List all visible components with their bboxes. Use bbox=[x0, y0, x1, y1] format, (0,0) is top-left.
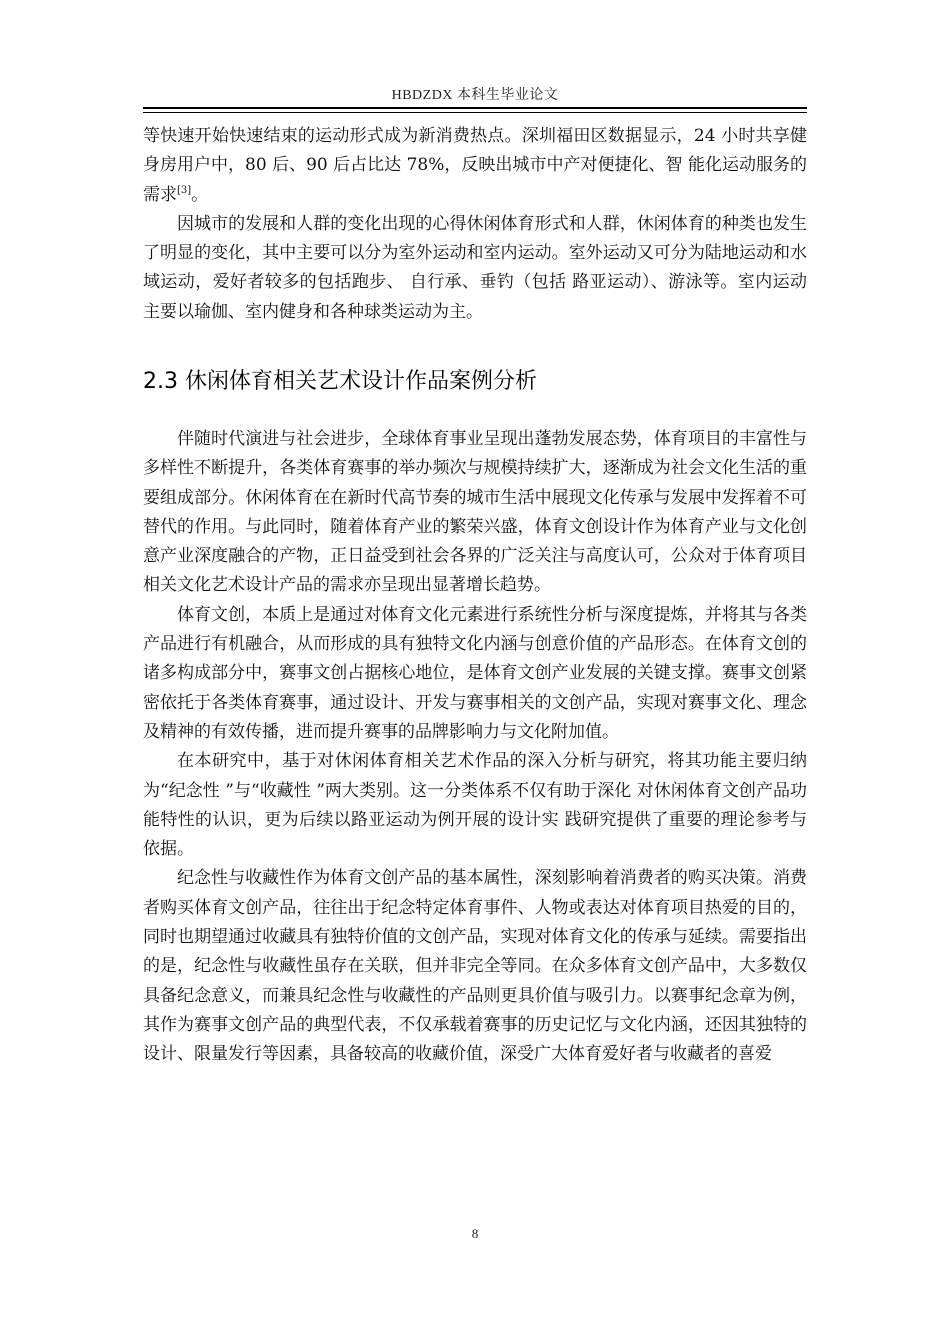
page-number: 8 bbox=[471, 1226, 479, 1241]
paragraph: 在本研究中，基于对休闲体育相关艺术作品的深入分析与研究，将其功能主要归纳为“纪念性 ”与“收藏性 ”两大类别。这一分类体系不仅有助于深化 对休闲体育文创产品功能特性的认识，更为后续以路亚运动为例开展的设计实 践研究提供了重要的理论参考与依据。 bbox=[143, 751, 807, 860]
paragraph: 因城市的发展和人群的变化出现的心得休闲体育形式和人群，休闲体育的种类也发生了明显的变化，其中主要可以分为室外运动和室内运动。室外运动又可分为陆地运动和水域运动，爱好者较多的包括跑步、 自行承、垂钓（包括 路亚运动）、游泳等。室内运动主要以瑜伽、室内健身和各种球类运动为主。 bbox=[143, 213, 807, 322]
paragraph: 伴随时代演进与社会进步，全球体育事业呈现出蓬勃发展态势，体育项目的丰富性与多样性不断提升，各类体育赛事的举办频次与规模持续扩大，逐渐成为社会文化生活的重要组成部分。休闲体育在在新时代高节奏的城市生活中展现文化传承与发展中发挥着不可替代的作用。与此同时，随着体育产业的繁荣兴盛，体育文创设计作为体育产业与文化创意产业深度融合的产物，正日益受到社会各界的广泛关注与高度认可，公众对于体育项目相关文化艺术设计产品的需求亦呈现出显著增长趋势。 bbox=[143, 429, 807, 596]
paragraph: 体育文创，本质上是通过对体育文化元素进行系统性分析与深度提炼，并将其与各类产品进行有机融合，从而形成的具有独特文化内涵与创意价值的产品形态。在体育文创的诸多构成部分中，赛事文创占据核心地位，是体育文创产业发展的关键支撑。赛事文创紧密依托于各类体育赛事，通过设计、开发与赛事相关的文创产品，实现对赛事文化、理念及精神的有效传播，进而提升赛事的品牌影响力与文化附加值。 bbox=[143, 604, 807, 742]
section-heading: 2.3 休闲体育相关艺术设计作品案例分析 bbox=[143, 369, 537, 394]
paragraph-text: 等快速开始快速结束的运动形式成为新消费热点。深圳福田区数据显示，24 小时共享健身房用户中，80 后、90 后占比达 78%，反映出城市中产对便捷化、智 能化运动服务的需求 bbox=[143, 126, 807, 205]
citation: [3] bbox=[177, 184, 192, 196]
paragraph-tail: 。 bbox=[191, 184, 209, 205]
body-text-section bbox=[143, 425, 807, 1070]
running-header: HBDZDX 本科生毕业论文 bbox=[391, 88, 559, 103]
header-rule-thin bbox=[143, 112, 807, 113]
body-text-top bbox=[143, 122, 807, 327]
paragraph: 纪念性与收藏性作为体育文创产品的基本属性，深刻影响着消费者的购买决策。消费者购买体育文创产品，往往出于纪念特定体育事件、人物或表达对体育项目热爱的目的，同时也期望通过收藏具有独特价值的文创产品，实现对体育文化的传承与延续。需要指出的是，纪念性与收藏性虽存在关联，但并非完全等同。在众多体育文创产品中，大多数仅具备纪念意义，而兼具纪念性与收藏性的产品则更具价值与吸引力。以赛事纪念章为例，其作为赛事文创产品的典型代表，不仅承载着赛事的历史记忆与文化内涵，还因其独特的设计、限量发行等因素，具备较高的收藏价值，深受广大体育爱好者与收藏者的喜爱 bbox=[143, 868, 807, 1065]
paragraph bbox=[143, 122, 807, 210]
header-rule-thick bbox=[143, 107, 807, 109]
